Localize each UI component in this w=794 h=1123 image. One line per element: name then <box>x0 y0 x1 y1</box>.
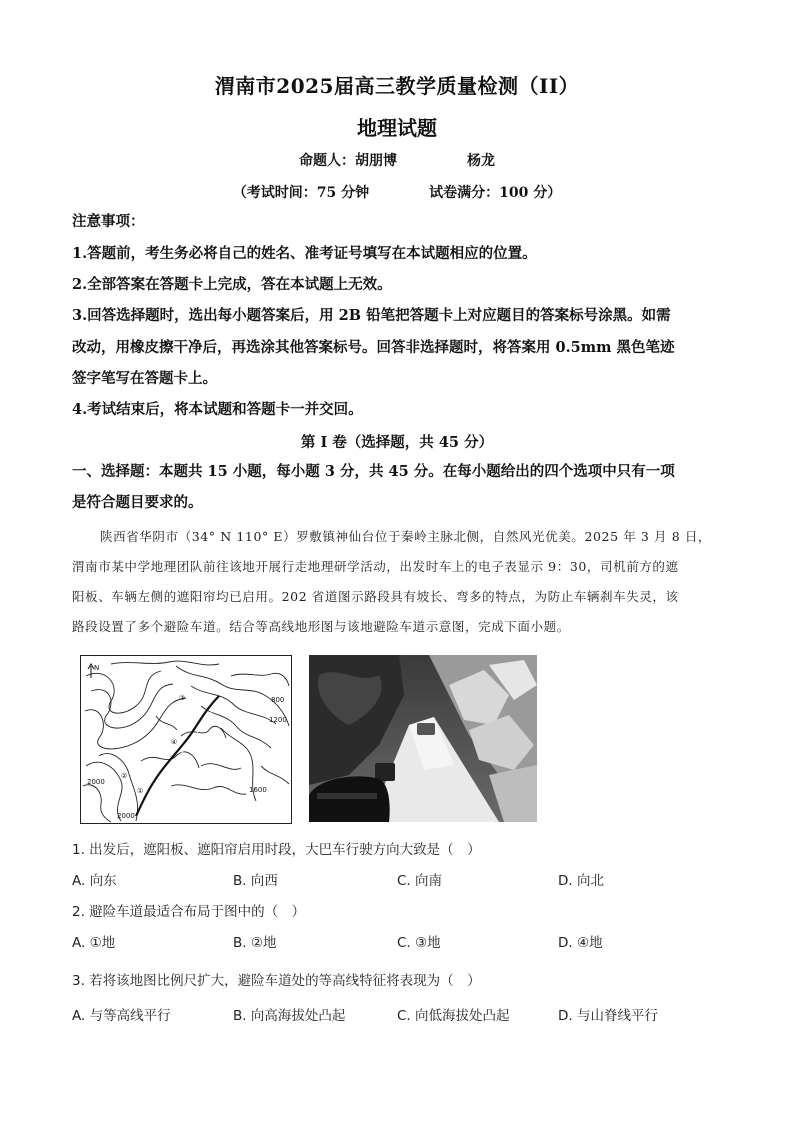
notice-item: 签字笔写在答题卡上。 <box>72 370 217 387</box>
question-2-stem: 2. 避险车道最适合布局于图中的（ ） <box>72 904 306 920</box>
subject-title: 地理试题 <box>357 116 437 140</box>
author-second: 杨龙 <box>467 153 495 169</box>
question-3-stem: 3. 若将该地图比例尺扩大，避险车道处的等高线特征将表现为（ ） <box>72 973 481 989</box>
authors-label: 命题人：胡朋博 <box>299 153 397 169</box>
contour-label: 2000 <box>117 812 135 820</box>
q3-option-d: D. 与山脊线平行 <box>558 1008 658 1024</box>
notice-item: 4.考试结束后，将本试题和答题卡一并交回。 <box>72 401 363 418</box>
site-marker-4: ④ <box>171 738 178 746</box>
q1-option-c: C. 向南 <box>397 873 443 889</box>
contour-label: 1200 <box>269 716 287 724</box>
q2-option-d: D. ④地 <box>558 935 603 951</box>
question-1-stem: 1. 出发后，遮阳板、遮阳帘启用时段，大巴车行驶方向大致是（ ） <box>72 842 481 858</box>
q3-option-b: B. 向高海拔处凸起 <box>233 1008 346 1024</box>
q1-option-d: D. 向北 <box>558 873 604 889</box>
site-marker-1: ① <box>137 787 144 795</box>
q2-option-b: B. ②地 <box>233 935 277 951</box>
passage-line: 阳板、车辆左侧的遮阳帘均已启用。202 省道图示路段具有坡长、弯多的特点，为防止车辆刹车失灵，该 <box>72 589 679 604</box>
q2-option-c: C. ③地 <box>397 935 441 951</box>
authors-line <box>0 150 794 170</box>
notice-item: 改动，用橡皮擦干净后，再选涂其他答案标号。回答非选择题时，将答案用 0.5mm 黑色笔迹 <box>72 339 675 356</box>
q3-option-a: A. 与等高线平行 <box>72 1008 171 1024</box>
exam-timing <box>0 182 794 202</box>
exam-title: 渭南市2025届高三教学质量检测（II） <box>214 74 580 98</box>
contour-label: 800 <box>271 696 285 704</box>
exam-time: （考试时间：75 分钟 <box>232 185 370 201</box>
q3-option-c: C. 向低海拔处凸起 <box>397 1008 510 1024</box>
notice-item: 2.全部答案在答题卡上完成，答在本试题上无效。 <box>72 276 392 293</box>
exam-score: 试卷满分：100 分） <box>429 185 562 201</box>
site-marker-2: ② <box>121 772 128 780</box>
notice-item: 3.回答选择题时，选出每小题答案后，用 2B 铅笔把答题卡上对应题目的答案标号涂黑。如需 <box>72 307 671 324</box>
passage-line: 路段设置了多个避险车道。结合等高线地形图与该地避险车道示意图，完成下面小题。 <box>72 619 570 634</box>
contour-label: 1600 <box>249 786 267 794</box>
q1-option-b: B. 向西 <box>233 873 278 889</box>
section-instruction: 一、选择题：本题共 15 小题，每小题 3 分，共 45 分。在每小题给出的四个选项中只有一项 <box>72 463 675 480</box>
north-label: N <box>94 664 100 672</box>
notice-item: 1.答题前，考生务必将自己的姓名、准考证号填写在本试题相应的位置。 <box>72 245 537 262</box>
escape-ramp-photo <box>309 655 537 822</box>
contour-map <box>80 655 292 824</box>
contour-label: 2000 <box>87 778 105 786</box>
passage-line: 渭南市某中学地理团队前往该地开展行走地理研学活动，出发时车上的电子表显示 9：30，司机前方的遮 <box>72 559 679 574</box>
q2-option-a: A. ①地 <box>72 935 116 951</box>
notice-heading: 注意事项： <box>72 213 145 230</box>
q1-option-a: A. 向东 <box>72 873 117 889</box>
section-title: 第 I 卷（选择题，共 45 分） <box>300 434 494 451</box>
passage <box>72 522 732 642</box>
section-instruction: 是符合题目要求的。 <box>72 494 203 511</box>
site-marker-3: ③ <box>179 694 186 702</box>
passage-line: 陕西省华阴市（34° N 110° E）罗敷镇神仙台位于秦岭主脉北侧，自然风光优美。2025 年 3 月 8 日， <box>100 529 712 544</box>
